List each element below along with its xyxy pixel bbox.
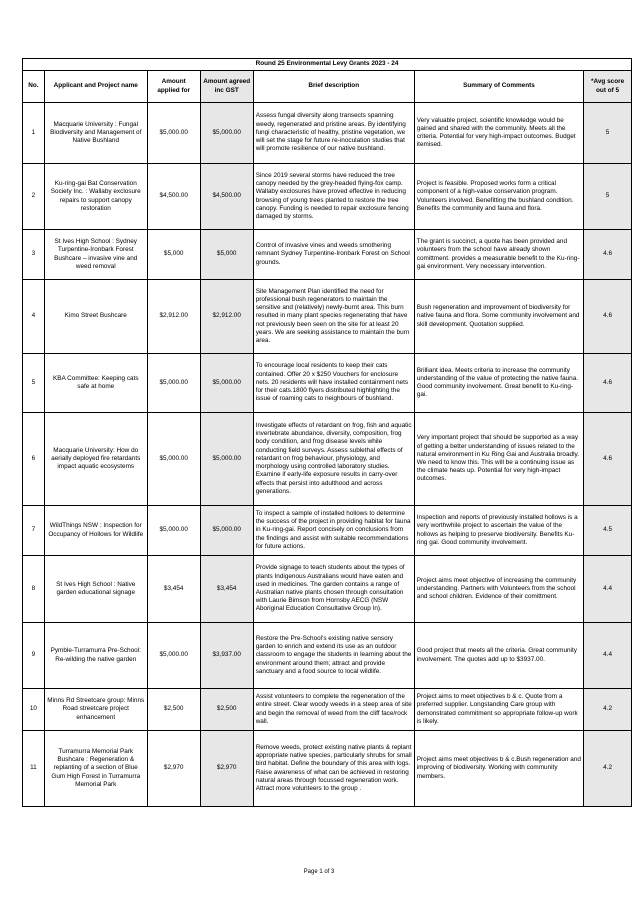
amount-applied: $5,000.00 [147,103,200,164]
amount-agreed: $5,000.00 [200,103,253,164]
amount-applied: $2,970 [147,731,200,807]
brief-description: Control of invasive vines and weeds smothering remnant Sydney Turpentine-Ironbark Forest on School grounds. [253,230,414,280]
table-row [23,623,632,689]
applicant-project-name: Turramurra Memorial Park Bushcare : Regeneration & replanting of a section of Blue Gum High Forest in Turramurra Memorial Park [44,731,147,807]
amount-agreed: $4,500.00 [200,164,253,230]
table-row [23,556,632,623]
summary-of-comments: Very valuable project, scientific knowledge would be gained and shared with the community. Meets all the criteria. Potential for very high-impact outcomes. Budget itemised. [414,103,583,164]
brief-description: Provide signage to teach students about the types of plants Indigenous Australians would have eaten and used in medicines. The garden contains a range of Australian native plants chosen through consultation with Laurie Bimson from Hornsby AECG (NSW Aboriginal Education Consultative Group In). [253,556,414,623]
amount-agreed: $5,000.00 [200,354,253,413]
summary-of-comments: The grant is succinct, a quote has been provided and volunteers from the school have already shown comittment. provides a measurable benefit to the Ku-ring-gai environment. Very necessary intervention. [414,230,583,280]
grants-table [22,58,632,807]
table-row [23,506,632,556]
table-row [23,164,632,230]
row-number: 1 [23,103,45,164]
applicant-project-name: Pymble-Turramurra Pre-School: Re-wilding the native garden [44,623,147,689]
row-number: 3 [23,230,45,280]
row-number: 4 [23,280,45,354]
amount-applied: $3,454 [147,556,200,623]
avg-score: 4.5 [584,506,632,556]
amount-agreed: $2,500 [200,689,253,731]
amount-agreed: $3,937.00 [200,623,253,689]
summary-of-comments: Bush regeneration and improvement of biodiversity for native fauna and flora. Some community involvement and skill development. Quotation supplied. [414,280,583,354]
header-amount-applied: Amount applied for [147,71,200,103]
amount-agreed: $2,970 [200,731,253,807]
table-row [23,103,632,164]
brief-description: Since 2019 several storms have reduced the tree canopy needed by the grey-headed flying-fox camp. Wallaby exclosures have proved effective in reducing browsing of young trees planted to restore the tree canopy. Funding is needed to repair exclosure fencing damaged by storms. [253,164,414,230]
row-number: 5 [23,354,45,413]
grants-sheet [22,58,632,807]
amount-applied: $5,000.00 [147,623,200,689]
summary-of-comments: Project aims meet objectives b & c.Bush regeneration and improving of biodiversity. Working with community members. [414,731,583,807]
summary-of-comments: Good project that meets all the criteria. Great community involvement. The quotes add up to $3937.00. [414,623,583,689]
header-summary: Summary of Comments [414,71,583,103]
header-no: No. [23,71,45,103]
summary-of-comments: Brilliant idea. Meets criteria to increase the community understanding of the value of protecting the native fauna. Good community involvement. Great benefit to Ku-ring-gai. [414,354,583,413]
table-row [23,731,632,807]
applicant-project-name: Macquarie University: How do aerially deployed fire retardants impact aquatic ecosystems [44,413,147,506]
amount-applied: $5,000 [147,230,200,280]
table-row [23,413,632,506]
applicant-project-name: St Ives High School : Native garden educational signage [44,556,147,623]
header-amount-agreed: Amount agreed inc GST [200,71,253,103]
amount-applied: $5,000.00 [147,354,200,413]
applicant-project-name: Ku-ring-gai Bat Conservation Society Inc. : Wallaby exclosure repairs to support canopy restoration [44,164,147,230]
amount-agreed: $5,000.00 [200,413,253,506]
amount-agreed: $5,000.00 [200,506,253,556]
row-number: 7 [23,506,45,556]
avg-score: 4.2 [584,731,632,807]
summary-of-comments: Project is feasible. Proposed works form a critical component of a high-value conservation program. Volunteers involved. Benefitting the bushland condition. Benefits the community and fauna and flora. [414,164,583,230]
amount-applied: $5,000.00 [147,413,200,506]
applicant-project-name: Minns Rd Streetcare group: Minns Road streetcare project enhancement [44,689,147,731]
brief-description: Restore the Pre-School's existing native sensory garden to enrich and extend its use as an outdoor classroom to engage the students in learning about the environment around them; attract and provide sanctuary and a food source to local wildlife. [253,623,414,689]
page-footer: Page 1 of 3 [303,869,335,875]
table-row [23,280,632,354]
brief-description: To encourage local residents to keep their cats contained. Offer 20 x $250 Vouchers for enclosure nets. 20 residents will have installed containment nets for their cats.1800 flyers distributed highlighting the issue of roaming cats to neighbours of bushland. [253,354,414,413]
header-avg-score: *Avg score out of 5 [584,71,632,103]
avg-score: 4.6 [584,230,632,280]
amount-applied: $2,912.00 [147,280,200,354]
amount-agreed: $5,000 [200,230,253,280]
brief-description: Site Management Plan identified the need for professional bush regenerators to maintain the sensitive and (relatively) newly-burnt area. This burn resulted in many plant species regenerating that have not previously been seen on the site for at least 20 years. We are seeking assistance to maintain the burn area. [253,280,414,354]
summary-of-comments: Project aims meet objective of increasing the community understanding. Partners with Volunteers from the school and school children. Evidence of their comittment. [414,556,583,623]
table-title: Round 25 Environmental Levy Grants 2023 - 24 [23,59,632,71]
brief-description: To inspect a sample of installed hollows to determine the success of the project in providing habitat for fauna in Ku-ring-gai. Report concisely on conclusions from the findings and assist with suitable recommendations for future actions. [253,506,414,556]
avg-score: 4.6 [584,413,632,506]
brief-description: Remove weeds, protect existing native plants & replant appropriate native species, particularly shrubs for small bird habitat. Define the boundary of this area with logs. Raise awareness of what can be achieved in restoring natural areas through focussed regeneration work. Attract more volunteers to the group . [253,731,414,807]
amount-applied: $2,500 [147,689,200,731]
avg-score: 4.4 [584,556,632,623]
summary-of-comments: Inspection and reports of previously installed hollows is a very worthwhile project to ascertain the value of the hollows as helping to preserve biodiversity. Benefits Ku-ring gai. Good community involvement. [414,506,583,556]
row-number: 9 [23,623,45,689]
applicant-project-name: St Ives High School : Sydney Turpentine-Ironbark Forest Bushcare – invasive vine and weed removal [44,230,147,280]
row-number: 6 [23,413,45,506]
applicant-project-name: WildThings NSW : Inspection for Occupancy of Hollows for Wildlife [44,506,147,556]
avg-score: 4.6 [584,280,632,354]
brief-description: Assess fungal diversity along transects spanning weedy, regenerated and pristine areas. By identifying fungi characteristic of healthy, pristine vegetation, we will set the stage for future re-inoculation studies that will promote resilience of our native bushland. [253,103,414,164]
table-row [23,354,632,413]
row-number: 2 [23,164,45,230]
avg-score: 4.4 [584,623,632,689]
avg-score: 5 [584,164,632,230]
applicant-project-name: Kimo Street Bushcare [44,280,147,354]
header-row [23,71,632,103]
brief-description: Investigate effects of retardant on frog, fish and aquatic invertebrate abundance, diversity, composition, frog body condition, and frog disease levels while conducting field surveys. Assess sublethal effects of retardant on frog behaviour, physiology, and morphology using controlled laboratory studies. Examine if early-life exposure results in carry-over effects that persist into adulthood and across generations. [253,413,414,506]
brief-description: Assist volunteers to complete the regeneration of the entire street. Clear woody weeds in a steep area of site and begin the removal of weed from the cliff face/rock wall. [253,689,414,731]
row-number: 10 [23,689,45,731]
summary-of-comments: Project aims to meet objectives b & c. Quote from a preferred supplier. Longstanding Care group with demonstrated commitment so appropriate follow-up work is likely. [414,689,583,731]
row-number: 8 [23,556,45,623]
summary-of-comments: Very important project that should be supported as a way of getting a better understanding of issues related to the natural environment in Ku Ring Gai and Australia broadly. We need to know this. This will be a continuing issue as the climate heats up. Potential for very high-impact outcomes. [414,413,583,506]
amount-applied: $5,000.00 [147,506,200,556]
amount-agreed: $2,912.00 [200,280,253,354]
header-description: Brief description [253,71,414,103]
avg-score: 4.6 [584,354,632,413]
avg-score: 4.2 [584,689,632,731]
amount-applied: $4,500.00 [147,164,200,230]
amount-agreed: $3,454 [200,556,253,623]
applicant-project-name: KBA Committee: Keeping cats safe at home [44,354,147,413]
avg-score: 5 [584,103,632,164]
header-applicant: Applicant and Project name [44,71,147,103]
applicant-project-name: Macquarie University : Fungal Biodiversity and Management of Native Bushland [44,103,147,164]
row-number: 11 [23,731,45,807]
table-row [23,689,632,731]
table-row [23,230,632,280]
